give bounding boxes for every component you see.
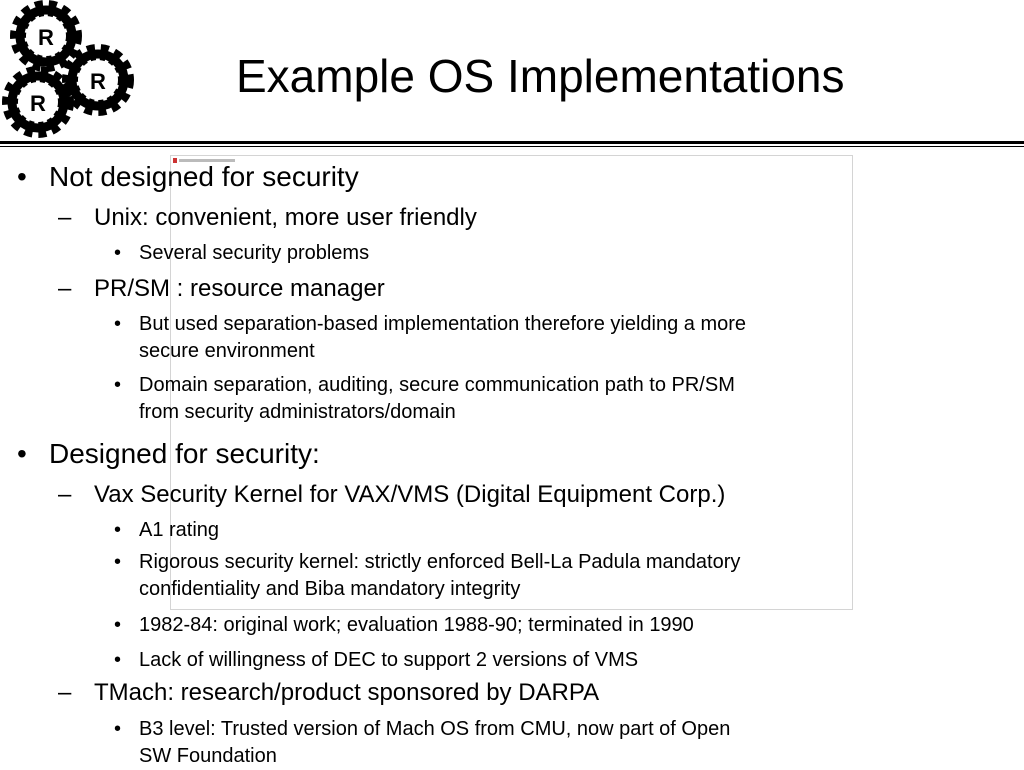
bullet-text: Domain separation, auditing, secure communication path to PR/SM bbox=[139, 374, 735, 396]
bullet-marker: • bbox=[114, 519, 122, 541]
bullet-text: Unix: convenient, more user friendly bbox=[94, 204, 477, 231]
bullet-item-level-3 bbox=[114, 516, 220, 544]
bullet-marker: – bbox=[58, 275, 72, 302]
bullet-item-level-3 bbox=[114, 311, 747, 365]
bullet-marker: • bbox=[114, 718, 122, 740]
bullet-item-level-1 bbox=[17, 437, 320, 471]
bullet-marker: – bbox=[58, 679, 72, 706]
bullet-item-level-1 bbox=[17, 160, 359, 194]
bullet-marker: • bbox=[114, 614, 122, 636]
bullet-item-level-2 bbox=[58, 678, 600, 707]
bullet-text: TMach: research/product sponsored by DARPA bbox=[94, 679, 600, 706]
bullet-text-continued: secure environment bbox=[139, 340, 315, 362]
bullet-marker: – bbox=[58, 204, 72, 231]
bullet-text-continued: from security administrators/domain bbox=[139, 401, 456, 423]
bullet-text: Several security problems bbox=[139, 242, 370, 264]
bullet-marker: • bbox=[114, 551, 122, 573]
bullet-text: B3 level: Trusted version of Mach OS from CMU, now part of Open bbox=[139, 718, 731, 740]
bullet-text: Designed for security: bbox=[49, 438, 320, 469]
bullet-text: PR/SM : resource manager bbox=[94, 275, 385, 302]
bullet-item-level-2 bbox=[58, 274, 385, 303]
bullet-item-level-2 bbox=[58, 203, 477, 232]
bullet-marker: • bbox=[114, 313, 122, 335]
bullet-item-level-3 bbox=[114, 716, 731, 770]
bullet-item-level-2 bbox=[58, 480, 726, 509]
bullet-marker: • bbox=[114, 242, 122, 264]
bullet-text: Lack of willingness of DEC to support 2 versions of VMS bbox=[139, 649, 639, 671]
bullet-text: Vax Security Kernel for VAX/VMS (Digital Equipment Corp.) bbox=[94, 481, 726, 508]
bullet-text-continued: SW Foundation bbox=[139, 745, 277, 767]
bullet-marker: • bbox=[17, 438, 27, 469]
bullet-text: A1 rating bbox=[139, 519, 220, 541]
gear-letter-left: R bbox=[30, 91, 46, 116]
gear-letter-top: R bbox=[38, 25, 54, 50]
bullet-marker: • bbox=[114, 374, 122, 396]
slide-title: Example OS Implementations bbox=[236, 50, 845, 102]
bullet-item-level-3 bbox=[114, 646, 639, 674]
bullet-item-level-3 bbox=[114, 611, 694, 639]
bullet-text: But used separation-based implementation therefore yielding a more bbox=[139, 313, 747, 335]
bullet-item-level-3 bbox=[114, 549, 741, 603]
bullet-item-level-3 bbox=[114, 372, 735, 426]
bullet-item-level-3 bbox=[114, 239, 370, 267]
bullet-text: Not designed for security bbox=[49, 161, 359, 192]
bullet-marker: • bbox=[17, 161, 27, 192]
bullet-marker: – bbox=[58, 481, 72, 508]
bullet-text: 1982-84: original work; evaluation 1988-90; terminated in 1990 bbox=[139, 614, 694, 636]
bullet-marker: • bbox=[114, 649, 122, 671]
bullet-text-continued: confidentiality and Biba mandatory integrity bbox=[139, 578, 521, 600]
gear-letter-right: R bbox=[90, 69, 106, 94]
bullet-text: Rigorous security kernel: strictly enforced Bell-La Padula mandatory bbox=[139, 551, 741, 573]
